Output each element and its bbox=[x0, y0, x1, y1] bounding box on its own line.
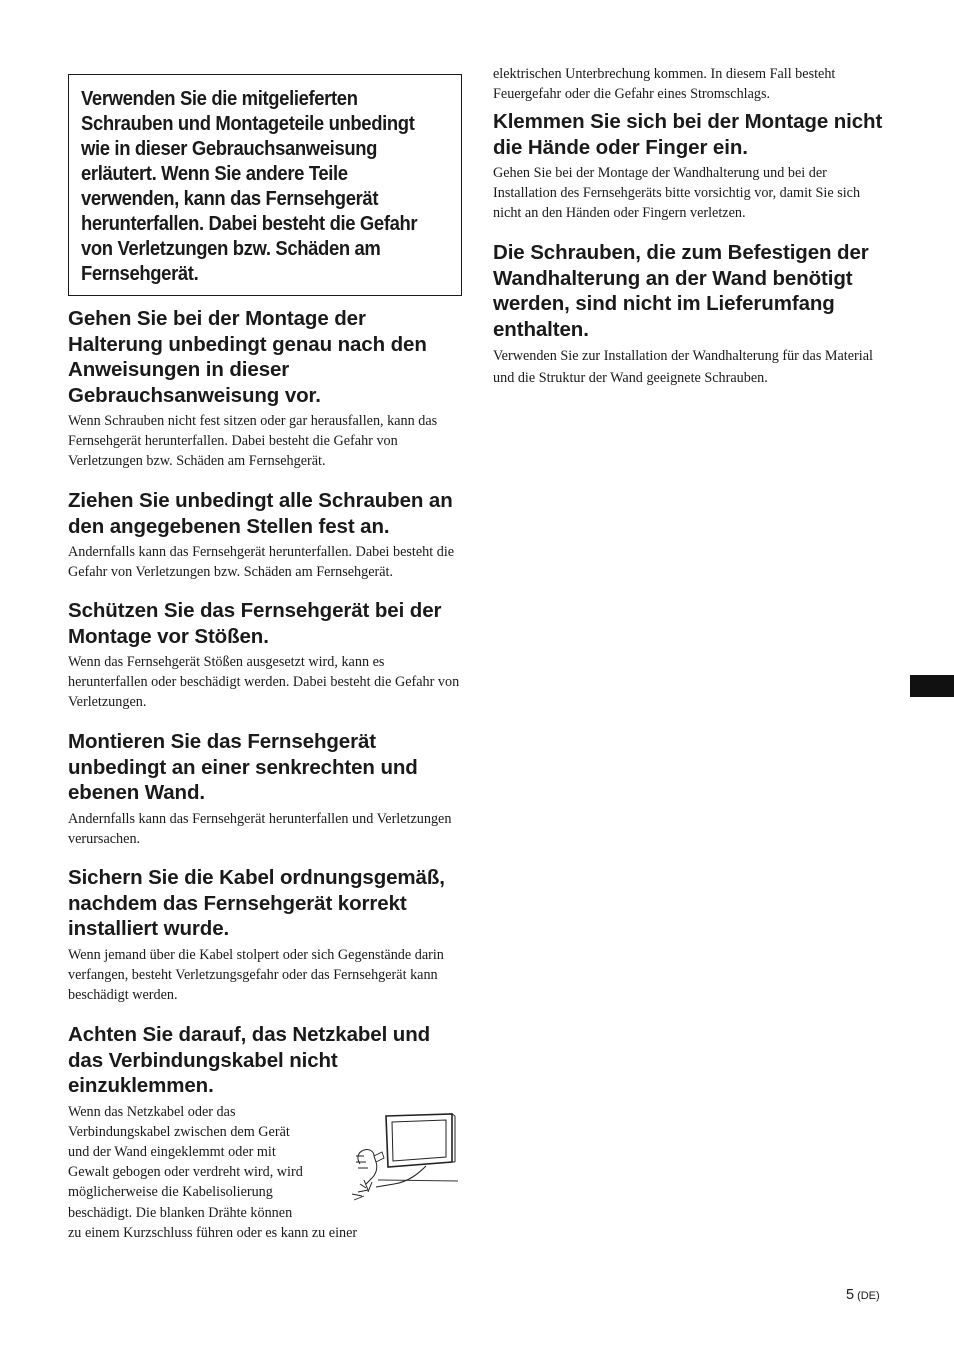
section-pinch-hands bbox=[493, 109, 889, 224]
right-column bbox=[493, 64, 889, 404]
section-heading: Schützen Sie das Fernsehgerät bei der Montage vor Stößen. bbox=[68, 599, 442, 648]
warning-box bbox=[68, 74, 462, 296]
section-heading: Montieren Sie das Fernsehgerät unbedingt an einer senkrechten und ebenen Wand. bbox=[68, 730, 418, 804]
body-line: beschädigt. Die blanken Drähte können bbox=[68, 1204, 293, 1221]
section-body: Andernfalls kann das Fernsehgerät herunterfallen. Dabei besteht die Gefahr von Verletzungen bzw. Schäden am Fernsehgerät. bbox=[68, 544, 455, 581]
section-body: Wenn jemand über die Kabel stolpert oder sich Gegenstände darin verfangen, besteht Verletzungsgefahr oder das Fernsehgerät kann beschädigt werden. bbox=[68, 946, 444, 1003]
left-column bbox=[68, 74, 462, 1254]
body-line: Verbindungskabel zwischen dem Gerät bbox=[68, 1123, 290, 1140]
section-screws-not-included bbox=[493, 240, 889, 389]
warning-text: Verwenden Sie die mitgelieferten Schrauben und Montageteile unbedingt wie in dieser Gebrauchsanweisung erläutert. Wenn Sie andere Teile verwenden, kann das Fernsehgerät herunterfallen. Dabei besteht die Gefahr von Verletzungen bzw. Schäden am Fernsehgerät. bbox=[81, 87, 418, 285]
section-protect-from-shocks bbox=[68, 598, 462, 713]
section-vertical-wall bbox=[68, 729, 462, 849]
section-heading: Die Schrauben, die zum Befestigen der Wandhalterung an der Wand benötigt werden, sind nicht im Lieferumfang enthalten. bbox=[493, 241, 869, 341]
section-heading: Gehen Sie bei der Montage der Halterung unbedingt genau nach den Anweisungen in dieser Gebrauchsanweisung vor. bbox=[68, 307, 427, 407]
section-body: Wenn Schrauben nicht fest sitzen oder gar herausfallen, kann das Fernsehgerät herunterfallen. Dabei besteht die Gefahr von Verletzungen bzw. Schäden am Fernsehgerät. bbox=[68, 413, 438, 470]
section-secure-cables bbox=[68, 865, 462, 1005]
section-heading: Klemmen Sie sich bei der Montage nicht die Hände oder Finger ein. bbox=[493, 110, 883, 159]
page-number bbox=[846, 1287, 880, 1303]
page-language: (DE) bbox=[857, 1290, 880, 1302]
section-heading: Achten Sie darauf, das Netzkabel und das Verbindungskabel nicht einzuklemmen. bbox=[68, 1023, 431, 1097]
section-tighten-screws bbox=[68, 488, 462, 582]
body-line: Wenn das Netzkabel oder das bbox=[68, 1103, 236, 1120]
tv-cable-pinch-illustration bbox=[348, 1112, 460, 1204]
body-line: zu einem Kurzschluss führen oder es kann zu einer bbox=[68, 1224, 358, 1241]
section-body: Andernfalls kann das Fernsehgerät herunterfallen und Verletzungen verursachen. bbox=[68, 810, 452, 847]
section-heading: Ziehen Sie unbedingt alle Schrauben an den angegebenen Stellen fest an. bbox=[68, 489, 453, 538]
section-follow-instructions bbox=[68, 306, 462, 472]
section-body: Wenn das Fernsehgerät Stößen ausgesetzt wird, kann es herunterfallen oder beschädigt werden. Dabei besteht die Gefahr von Verletzungen. bbox=[68, 654, 460, 711]
page-number-value: 5 bbox=[846, 1287, 855, 1303]
section-tab-marker bbox=[910, 675, 954, 697]
section-body: Verwenden Sie zur Installation der Wandhalterung für das Material und die Struktur der Wand geeignete Schrauben. bbox=[493, 348, 873, 386]
section-body: Gehen Sie bei der Montage der Wandhalterung und bei der Installation des Fernsehgeräts bitte vorsichtig vor, damit Sie sich nicht an den Händen oder Fingern verletzen. bbox=[493, 165, 861, 222]
body-line: möglicherweise die Kabelisolierung bbox=[68, 1184, 273, 1201]
body-line: Gewalt gebogen oder verdreht wird, wird bbox=[68, 1164, 303, 1181]
section-heading: Sichern Sie die Kabel ordnungsgemäß, nachdem das Fernsehgerät korrekt installiert wurde. bbox=[68, 866, 445, 940]
continuation-text: elektrischen Unterbrechung kommen. In diesem Fall besteht Feuergefahr oder die Gefahr eines Stromschlags. bbox=[493, 66, 836, 103]
body-line: und der Wand eingeklemmt oder mit bbox=[68, 1143, 276, 1160]
